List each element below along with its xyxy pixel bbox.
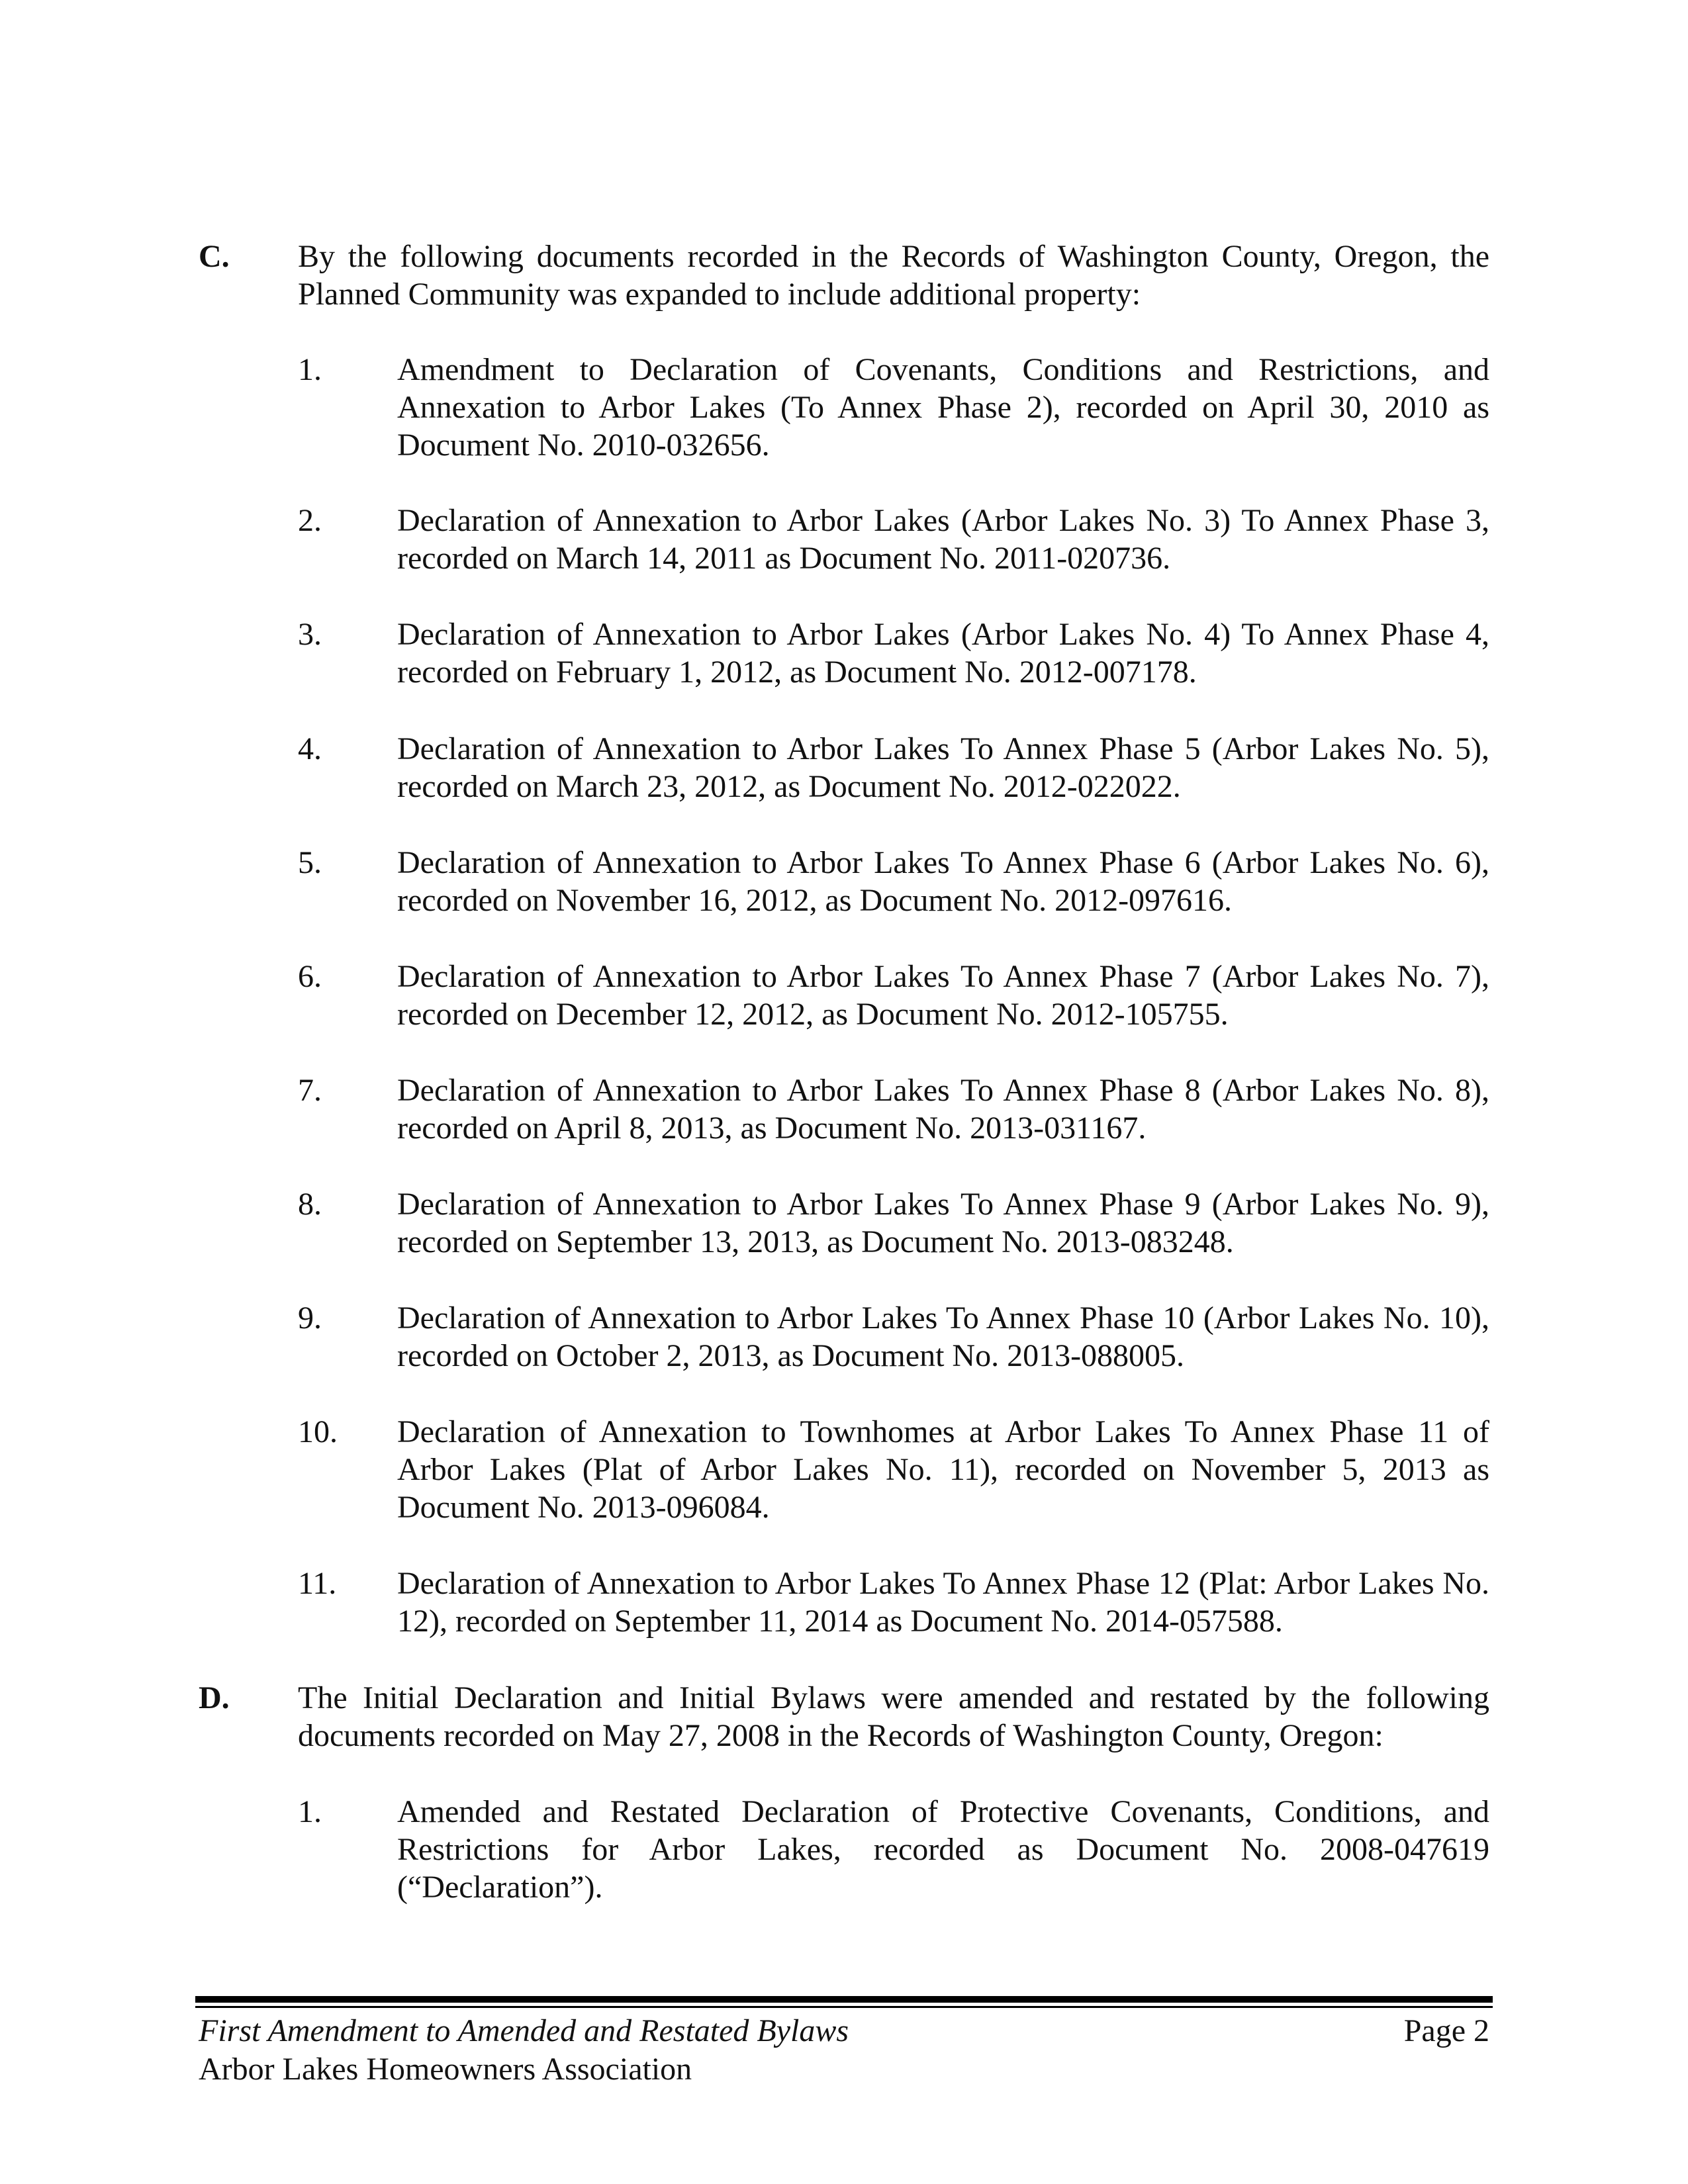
item-text: Amendment to Declaration of Covenants, Conditions and Restrictions, and Annexation to Arbor Lakes (To Annex Phase 2), recorded on April 30, 2010 as Document No. 2010-032656. <box>397 352 1489 463</box>
item-number: 10. <box>298 1414 338 1449</box>
item-text: Declaration of Annexation to Arbor Lakes To Annex Phase 6 (Arbor Lakes No. 6), recorded on November 16, 2012, as Document No. 2012-097616. <box>397 845 1489 918</box>
item-number: 6. <box>298 959 322 994</box>
footer-page-number: Page 2 <box>1403 2013 1489 2048</box>
item-number: 9. <box>298 1300 322 1336</box>
item-number: 5. <box>298 845 322 880</box>
item-text: Declaration of Annexation to Arbor Lakes To Annex Phase 10 (Arbor Lakes No. 10), recorded on October 2, 2013, as Document No. 2013-088005. <box>397 1300 1489 1373</box>
item-number: 7. <box>298 1073 322 1108</box>
footer-document-title: First Amendment to Amended and Restated Bylaws <box>199 2013 849 2048</box>
item-number: 8. <box>298 1187 322 1222</box>
item-text: Declaration of Annexation to Arbor Lakes To Annex Phase 5 (Arbor Lakes No. 5), recorded on March 23, 2012, as Document No. 2012-022022. <box>397 731 1489 804</box>
item-text: Declaration of Annexation to Arbor Lakes (Arbor Lakes No. 3) To Annex Phase 3, recorded on March 14, 2011 as Document No. 2011-020736. <box>397 503 1489 576</box>
section-d-letter: D. <box>199 1680 230 1715</box>
footer-rule-thin <box>195 2006 1493 2008</box>
item-text: Declaration of Annexation to Arbor Lakes To Annex Phase 9 (Arbor Lakes No. 9), recorded on September 13, 2013, as Document No. 2013-083248. <box>397 1187 1489 1259</box>
section-c-letter: C. <box>199 239 230 274</box>
item-number: 1. <box>298 1794 322 1829</box>
item-text: Declaration of Annexation to Arbor Lakes To Annex Phase 7 (Arbor Lakes No. 7), recorded on December 12, 2012, as Document No. 2012-105755. <box>397 959 1489 1032</box>
item-text: Declaration of Annexation to Arbor Lakes To Annex Phase 12 (Plat: Arbor Lakes No. 12), recorded on September 11, 2014 as Document No. 2014-057588. <box>397 1566 1489 1639</box>
section-d-text: The Initial Declaration and Initial Bylaws were amended and restated by the following documents recorded on May 27, 2008 in the Records of Washington County, Oregon: <box>298 1680 1489 1753</box>
item-text: Amended and Restated Declaration of Protective Covenants, Conditions, and Restrictions for Arbor Lakes, recorded as Document No. 2008-047619 (“Declaration”). <box>397 1794 1489 1905</box>
item-text: Declaration of Annexation to Arbor Lakes (Arbor Lakes No. 4) To Annex Phase 4, recorded on February 1, 2012, as Document No. 2012-007178. <box>397 617 1489 690</box>
section-c-text: By the following documents recorded in the Records of Washington County, Oregon, the Planned Community was expanded to include additional property: <box>298 239 1489 312</box>
footer-organization: Arbor Lakes Homeowners Association <box>199 2052 692 2087</box>
item-number: 11. <box>298 1566 337 1601</box>
item-number: 2. <box>298 503 322 538</box>
item-number: 3. <box>298 617 322 652</box>
item-text: Declaration of Annexation to Townhomes at Arbor Lakes To Annex Phase 11 of Arbor Lakes (Plat of Arbor Lakes No. 11), recorded on November 5, 2013 as Document No. 2013-096084. <box>397 1414 1489 1525</box>
footer-rule <box>195 1996 1493 2003</box>
item-number: 1. <box>298 352 322 387</box>
item-text: Declaration of Annexation to Arbor Lakes To Annex Phase 8 (Arbor Lakes No. 8), recorded on April 8, 2013, as Document No. 2013-031167. <box>397 1073 1489 1146</box>
item-number: 4. <box>298 731 322 766</box>
